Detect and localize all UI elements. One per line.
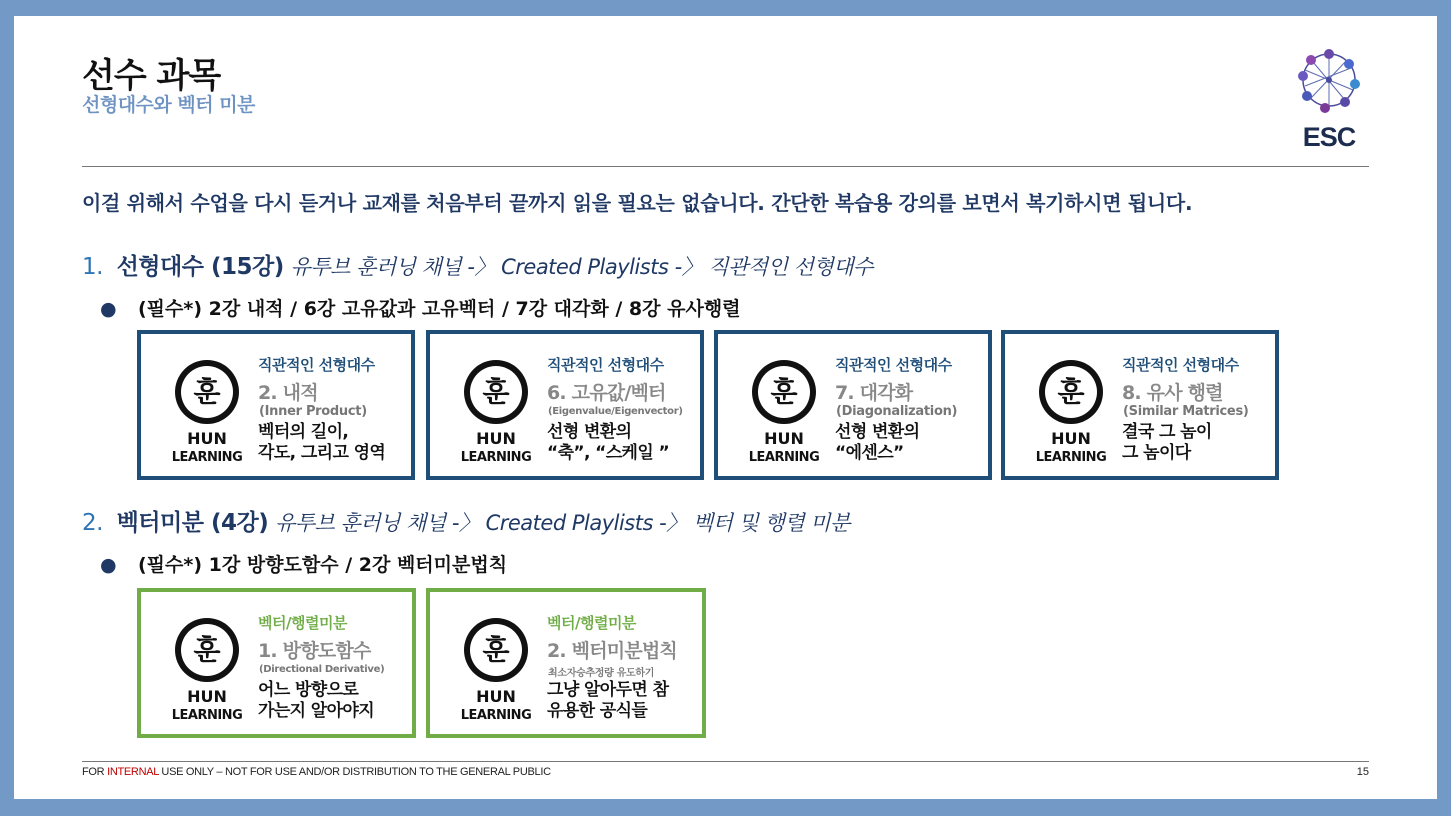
section-path: 유투브 훈러닝 채널 -〉 Created Playlists -〉 벡터 및 행렬 미분 <box>275 511 850 535</box>
section-path: 유투브 훈러닝 채널 -〉 Created Playlists -〉 직관적인 선형대수 <box>290 255 873 279</box>
lecture-description: 어느 방향으로 가는지 알아야지 <box>258 680 375 721</box>
footer-divider <box>82 761 1369 762</box>
lecture-card-eigen[interactable] <box>426 330 704 480</box>
lecture-description: 선형 변환의 “에센스” <box>835 422 920 463</box>
page-number: 15 <box>1356 766 1369 778</box>
intro-text: 이걸 위해서 수업을 다시 듣거나 교재를 처음부터 끝까지 읽을 필요는 없습니다. 간단한 복습용 강의를 보면서 복기하시면 됩니다. <box>82 191 1193 215</box>
lecture-title: 2. 벡터미분법칙 <box>547 640 677 662</box>
lecture-description: 그냥 알아두면 참 유용한 공식들 <box>547 680 669 721</box>
hun-emblem-icon: 훈 <box>1039 360 1103 424</box>
lecture-description: 선형 변환의 “축”, “스케일 ” <box>547 422 670 463</box>
lecture-card-vector-derivative-rules[interactable] <box>426 588 706 738</box>
lecture-english: (Inner Product) <box>259 404 367 419</box>
network-globe-icon <box>1291 42 1367 122</box>
lecture-english: (Eigenvalue/Eigenvector) <box>548 406 683 417</box>
brand-label: HUN LEARNING <box>171 429 243 465</box>
brand-label: HUN LEARNING <box>460 687 532 723</box>
course-name: 직관적인 선형대수 <box>835 356 952 374</box>
slide <box>14 16 1437 799</box>
hun-emblem-icon: 훈 <box>464 618 528 682</box>
lecture-card-similar-matrices[interactable] <box>1001 330 1279 480</box>
course-name: 벡터/행렬미분 <box>258 614 347 632</box>
lecture-title: 6. 고유값/벡터 <box>547 382 666 404</box>
course-name: 직관적인 선형대수 <box>1122 356 1239 374</box>
section-number: 2. <box>82 510 103 536</box>
brand-label: HUN LEARNING <box>748 429 820 465</box>
bullet-required-vector-calculus <box>100 550 507 577</box>
bullet-text: (필수*) 2강 내적 / 6강 고유값과 고유벡터 / 7강 대각화 / 8강 유사행렬 <box>138 298 741 320</box>
section-heading-vector-calculus <box>82 504 850 537</box>
bullet-required-linear-algebra <box>100 294 741 321</box>
footer-highlight: INTERNAL <box>107 766 159 778</box>
esc-logo <box>1291 42 1367 152</box>
course-name: 벡터/행렬미분 <box>547 614 636 632</box>
bullet-dot-icon: ● <box>100 298 117 320</box>
brand-label: HUN LEARNING <box>460 429 532 465</box>
lecture-english: (Similar Matrices) <box>1123 404 1249 419</box>
section-number: 1. <box>82 254 103 280</box>
course-name: 직관적인 선형대수 <box>258 356 375 374</box>
lecture-title: 8. 유사 행렬 <box>1122 382 1223 404</box>
course-name: 직관적인 선형대수 <box>547 356 664 374</box>
logo-text: ESC <box>1302 122 1356 152</box>
page-subtitle: 선형대수와 벡터 미분 <box>82 94 255 116</box>
section-name: 벡터미분 (4강) <box>116 510 269 536</box>
brand-label: HUN LEARNING <box>171 687 243 723</box>
lecture-title: 7. 대각화 <box>835 382 913 404</box>
lecture-card-inner-product[interactable] <box>137 330 415 480</box>
bullet-text: (필수*) 1강 방향도함수 / 2강 벡터미분법칙 <box>138 554 508 576</box>
hun-emblem-icon: 훈 <box>752 360 816 424</box>
lecture-english: 최소자승추정량 유도하기 <box>548 668 655 679</box>
footer-disclaimer: FOR INTERNAL USE ONLY – NOT FOR USE AND/OR DISTRIBUTION TO THE GENERAL PUBLIC <box>82 766 551 778</box>
lecture-english: (Directional Derivative) <box>259 664 385 675</box>
page-title: 선수 과목 <box>82 56 221 96</box>
lecture-description: 벡터의 길이, 각도, 그리고 영역 <box>258 422 386 463</box>
lecture-title: 1. 방향도함수 <box>258 640 371 662</box>
lecture-title: 2. 내적 <box>258 382 318 404</box>
hun-emblem-icon: 훈 <box>464 360 528 424</box>
header-divider <box>82 166 1369 167</box>
lecture-description: 결국 그 놈이 그 놈이다 <box>1122 422 1212 463</box>
brand-label: HUN LEARNING <box>1035 429 1107 465</box>
lecture-card-diagonalization[interactable] <box>714 330 992 480</box>
lecture-english: (Diagonalization) <box>836 404 958 419</box>
hun-emblem-icon: 훈 <box>175 618 239 682</box>
section-name: 선형대수 (15강) <box>116 254 284 280</box>
section-heading-linear-algebra <box>82 248 873 281</box>
lecture-card-directional-derivative[interactable] <box>137 588 416 738</box>
bullet-dot-icon: ● <box>100 554 117 576</box>
hun-emblem-icon: 훈 <box>175 360 239 424</box>
